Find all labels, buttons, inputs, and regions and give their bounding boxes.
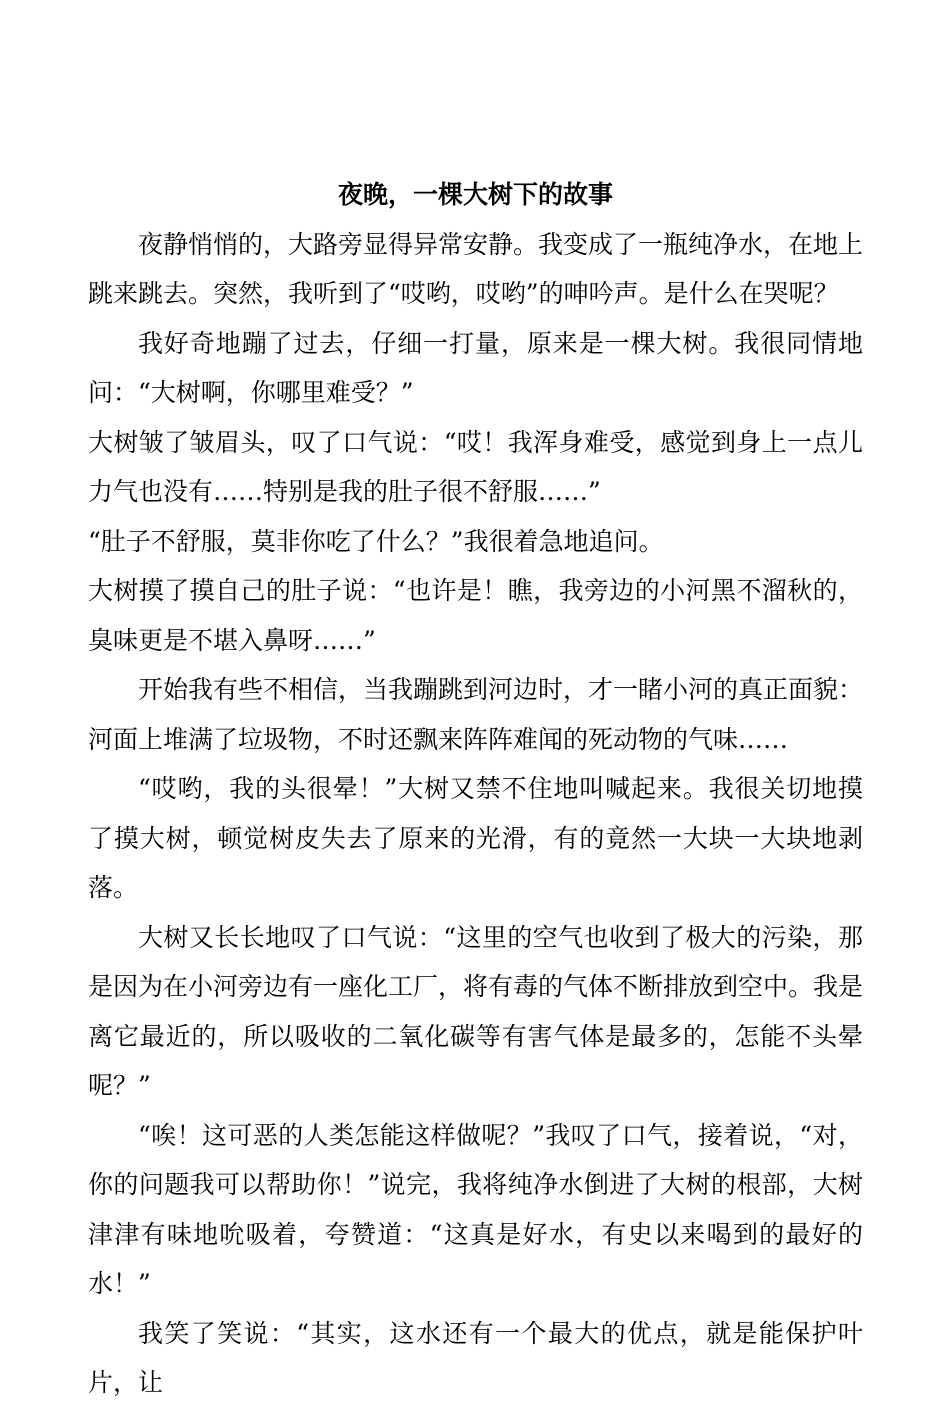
paragraph-9: “唉！这可恶的人类怎能这样做呢？”我叹了口气，接着说，“对，你的问题我可以帮助你！”说完，我将纯净水倒进了大树的根部，大树津津有味地吮吸着，夸赞道：“这真是好水，有史以来喝到的最好的水！” xyxy=(88,1120,863,1298)
paragraph-4: “肚子不舒服，莫非你吃了什么？”我很着急地追问。 xyxy=(88,526,664,556)
paragraph-5: 大树摸了摸自己的肚子说：“也许是！瞧，我旁边的小河黑不溜秋的，臭味更是不堪入鼻呀……” xyxy=(88,576,863,655)
paragraph-1: 夜静悄悄的，大路旁显得异常安静。我变成了一瓶纯净水，在地上跳来跳去。突然，我听到了“哎哟，哎哟”的呻吟声。是什么在哭呢？ xyxy=(88,229,864,308)
paragraph-10: 我笑了笑说：“其实，这水还有一个最大的优点，就是能保护叶片，让 xyxy=(88,1318,863,1397)
document-title: 夜晚，一棵大树下的故事 xyxy=(337,180,613,209)
paragraph-3: 大树皱了皱眉头，叹了口气说：“哎！我浑身难受，感觉到身上一点儿力气也没有……特别是我的肚子很不舒服……” xyxy=(88,427,863,506)
paragraph-8: 大树又长长地叹了口气说：“这里的空气也收到了极大的污染，那是因为在小河旁边有一座化工厂，将有毒的气体不断排放到空中。我是离它最近的，所以吸收的二氧化碳等有害气体是最多的，怎能不头晕呢？” xyxy=(88,922,864,1100)
paragraph-6: 开始我有些不相信，当我蹦跳到河边时，才一睹小河的真正面貌：河面上堆满了垃圾物，不时还飘来阵阵难闻的死动物的气味…… xyxy=(88,675,864,754)
paragraph-2: 我好奇地蹦了过去，仔细一打量，原来是一棵大树。我很同情地问：“大树啊，你哪里难受？” xyxy=(88,328,863,407)
paragraph-7: “哎哟，我的头很晕！”大树又禁不住地叫喊起来。我很关切地摸了摸大树，顿觉树皮失去了原来的光滑，有的竟然一大块一大块地剥落。 xyxy=(88,774,863,902)
document-body xyxy=(88,170,863,1408)
